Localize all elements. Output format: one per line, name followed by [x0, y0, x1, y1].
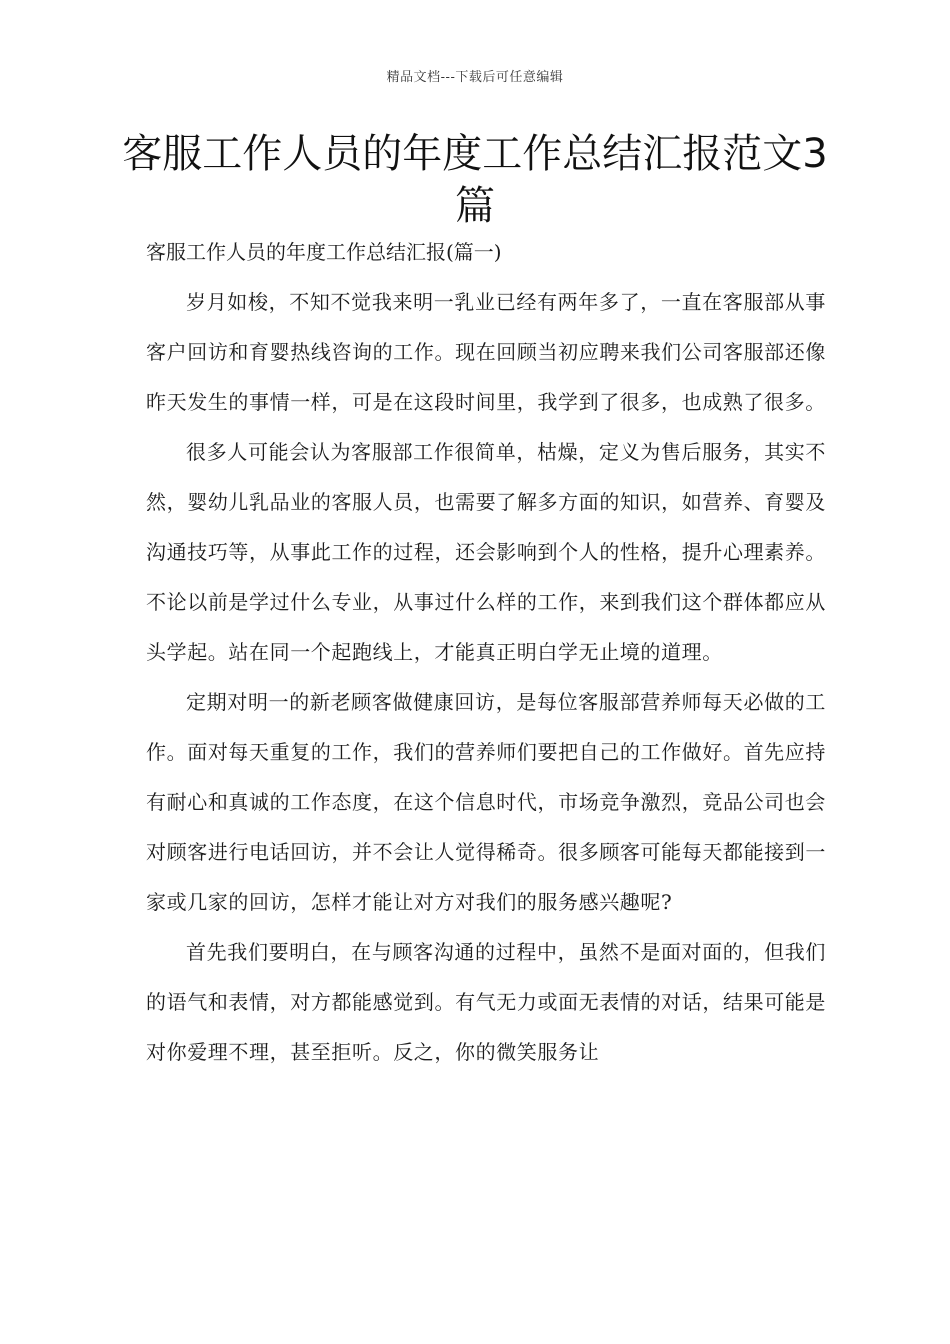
section-subtitle: 客服工作人员的年度工作总结汇报(篇一)	[146, 240, 502, 264]
document-title: 客服工作人员的年度工作总结汇报范文3篇	[122, 131, 828, 229]
header-note: 精品文档---下载后可任意编辑	[386, 70, 564, 85]
paragraph: 岁月如梭，不知不觉我来明一乳业已经有两年多了，一直在客服部从事客户回访和育婴热线咨询的工作。现在回顾当初应聘来我们公司客服部还像昨天发生的事情一样，可是在这段时间里，我学到了很多，也成熟了很多。	[146, 290, 826, 414]
paragraph: 很多人可能会认为客服部工作很简单，枯燥，定义为售后服务，其实不然，婴幼儿乳品业的客服人员，也需要了解多方面的知识，如营养、育婴及沟通技巧等，从事此工作的过程，还会影响到个人的性格，提升心理素养。不论以前是学过什么专业，从事过什么样的工作，来到我们这个群体都应从头学起。站在同一个起跑线上，才能真正明白学无止境的道理。	[146, 440, 826, 664]
document-body	[146, 277, 826, 1077]
paragraph: 首先我们要明白，在与顾客沟通的过程中，虽然不是面对面的，但我们的语气和表情，对方都能感觉到。有气无力或面无表情的对话，结果可能是对你爱理不理，甚至拒听。反之，你的微笑服务让	[146, 940, 826, 1064]
paragraph: 定期对明一的新老顾客做健康回访，是每位客服部营养师每天必做的工作。面对每天重复的工作，我们的营养师们要把自己的工作做好。首先应持有耐心和真诚的工作态度，在这个信息时代，市场竞争激烈，竞品公司也会对顾客进行电话回访，并不会让人觉得稀奇。很多顾客可能每天都能接到一家或几家的回访，怎样才能让对方对我们的服务感兴趣呢?	[146, 690, 826, 914]
